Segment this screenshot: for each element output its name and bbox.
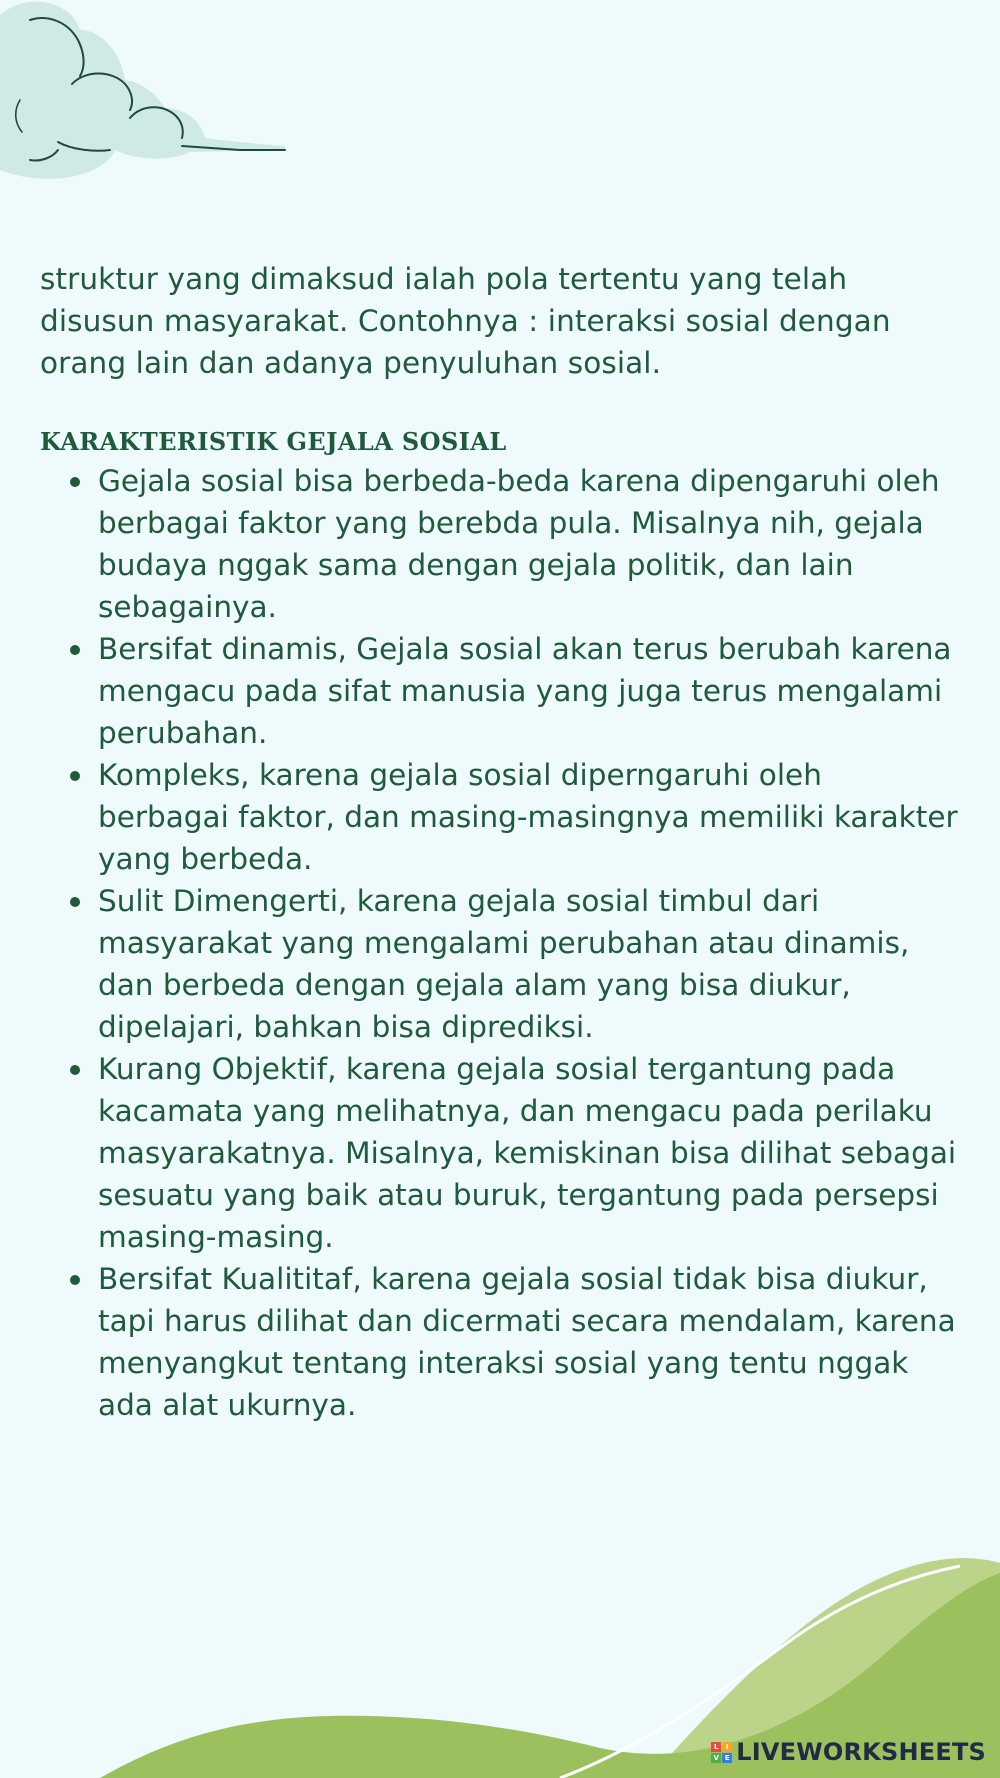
bullet-icon	[70, 1275, 80, 1285]
logo-letter: I	[722, 1742, 732, 1752]
liveworksheets-brand[interactable]	[711, 1738, 986, 1766]
list-item	[40, 1258, 960, 1426]
logo-letter: V	[711, 1753, 721, 1763]
list-item-text: Gejala sosial bisa berbeda-beda karena dipengaruhi oleh berbagai faktor yang berebda pula. Misalnya nih, gejala budaya nggak sama dengan gejala politik, dan lain sebagainya.	[98, 464, 940, 624]
list-item	[40, 460, 960, 628]
bullet-icon	[70, 645, 80, 655]
logo-letter: E	[722, 1753, 732, 1763]
list-item-text: Kurang Objektif, karena gejala sosial tergantung pada kacamata yang melihatnya, dan mengacu pada perilaku masyarakatnya. Misalnya, kemiskinan bisa dilihat sebagai sesuatu yang baik atau buruk, tergantung pada persepsi masing-masing.	[98, 1052, 957, 1254]
bullet-icon	[70, 1065, 80, 1075]
section-heading: KARAKTERISTIK GEJALA SOSIAL	[40, 427, 507, 456]
list-item-text: Kompleks, karena gejala sosial diperngaruhi oleh berbagai faktor, dan masing-masingnya memiliki karakter yang berbeda.	[98, 758, 958, 876]
list-item	[40, 1048, 960, 1258]
list-item-text: Bersifat dinamis, Gejala sosial akan terus berubah karena mengacu pada sifat manusia yang juga terus mengalami perubahan.	[98, 632, 952, 750]
bullet-icon	[70, 771, 80, 781]
list-item-text: Bersifat Kualititaf, karena gejala sosial tidak bisa diukur, tapi harus dilihat dan dicermati secara mendalam, karena menyangkut tentang interaksi sosial yang tentu nggak ada alat ukurnya.	[98, 1262, 956, 1422]
list-item	[40, 880, 960, 1048]
intro-paragraph: struktur yang dimaksud ialah pola tertentu yang telah disusun masyarakat. Contohnya : interaksi sosial dengan orang lain dan adanya penyuluhan sosial.	[40, 262, 891, 380]
green-hills-illustration	[0, 1478, 1000, 1778]
liveworksheets-logo-icon	[711, 1742, 732, 1763]
cloud-illustration	[0, 0, 290, 200]
logo-letter: L	[711, 1742, 721, 1752]
list-item-text: Sulit Dimengerti, karena gejala sosial timbul dari masyarakat yang mengalami perubahan atau dinamis, dan berbeda dengan gejala alam yang bisa diukur, dipelajari, bahkan bisa diprediksi.	[98, 884, 910, 1044]
main-content	[40, 258, 960, 1426]
list-item	[40, 628, 960, 754]
brand-text: LIVEWORKSHEETS	[736, 1738, 986, 1766]
characteristics-list	[40, 460, 960, 1426]
list-item	[40, 754, 960, 880]
bullet-icon	[70, 477, 80, 487]
bullet-icon	[70, 897, 80, 907]
